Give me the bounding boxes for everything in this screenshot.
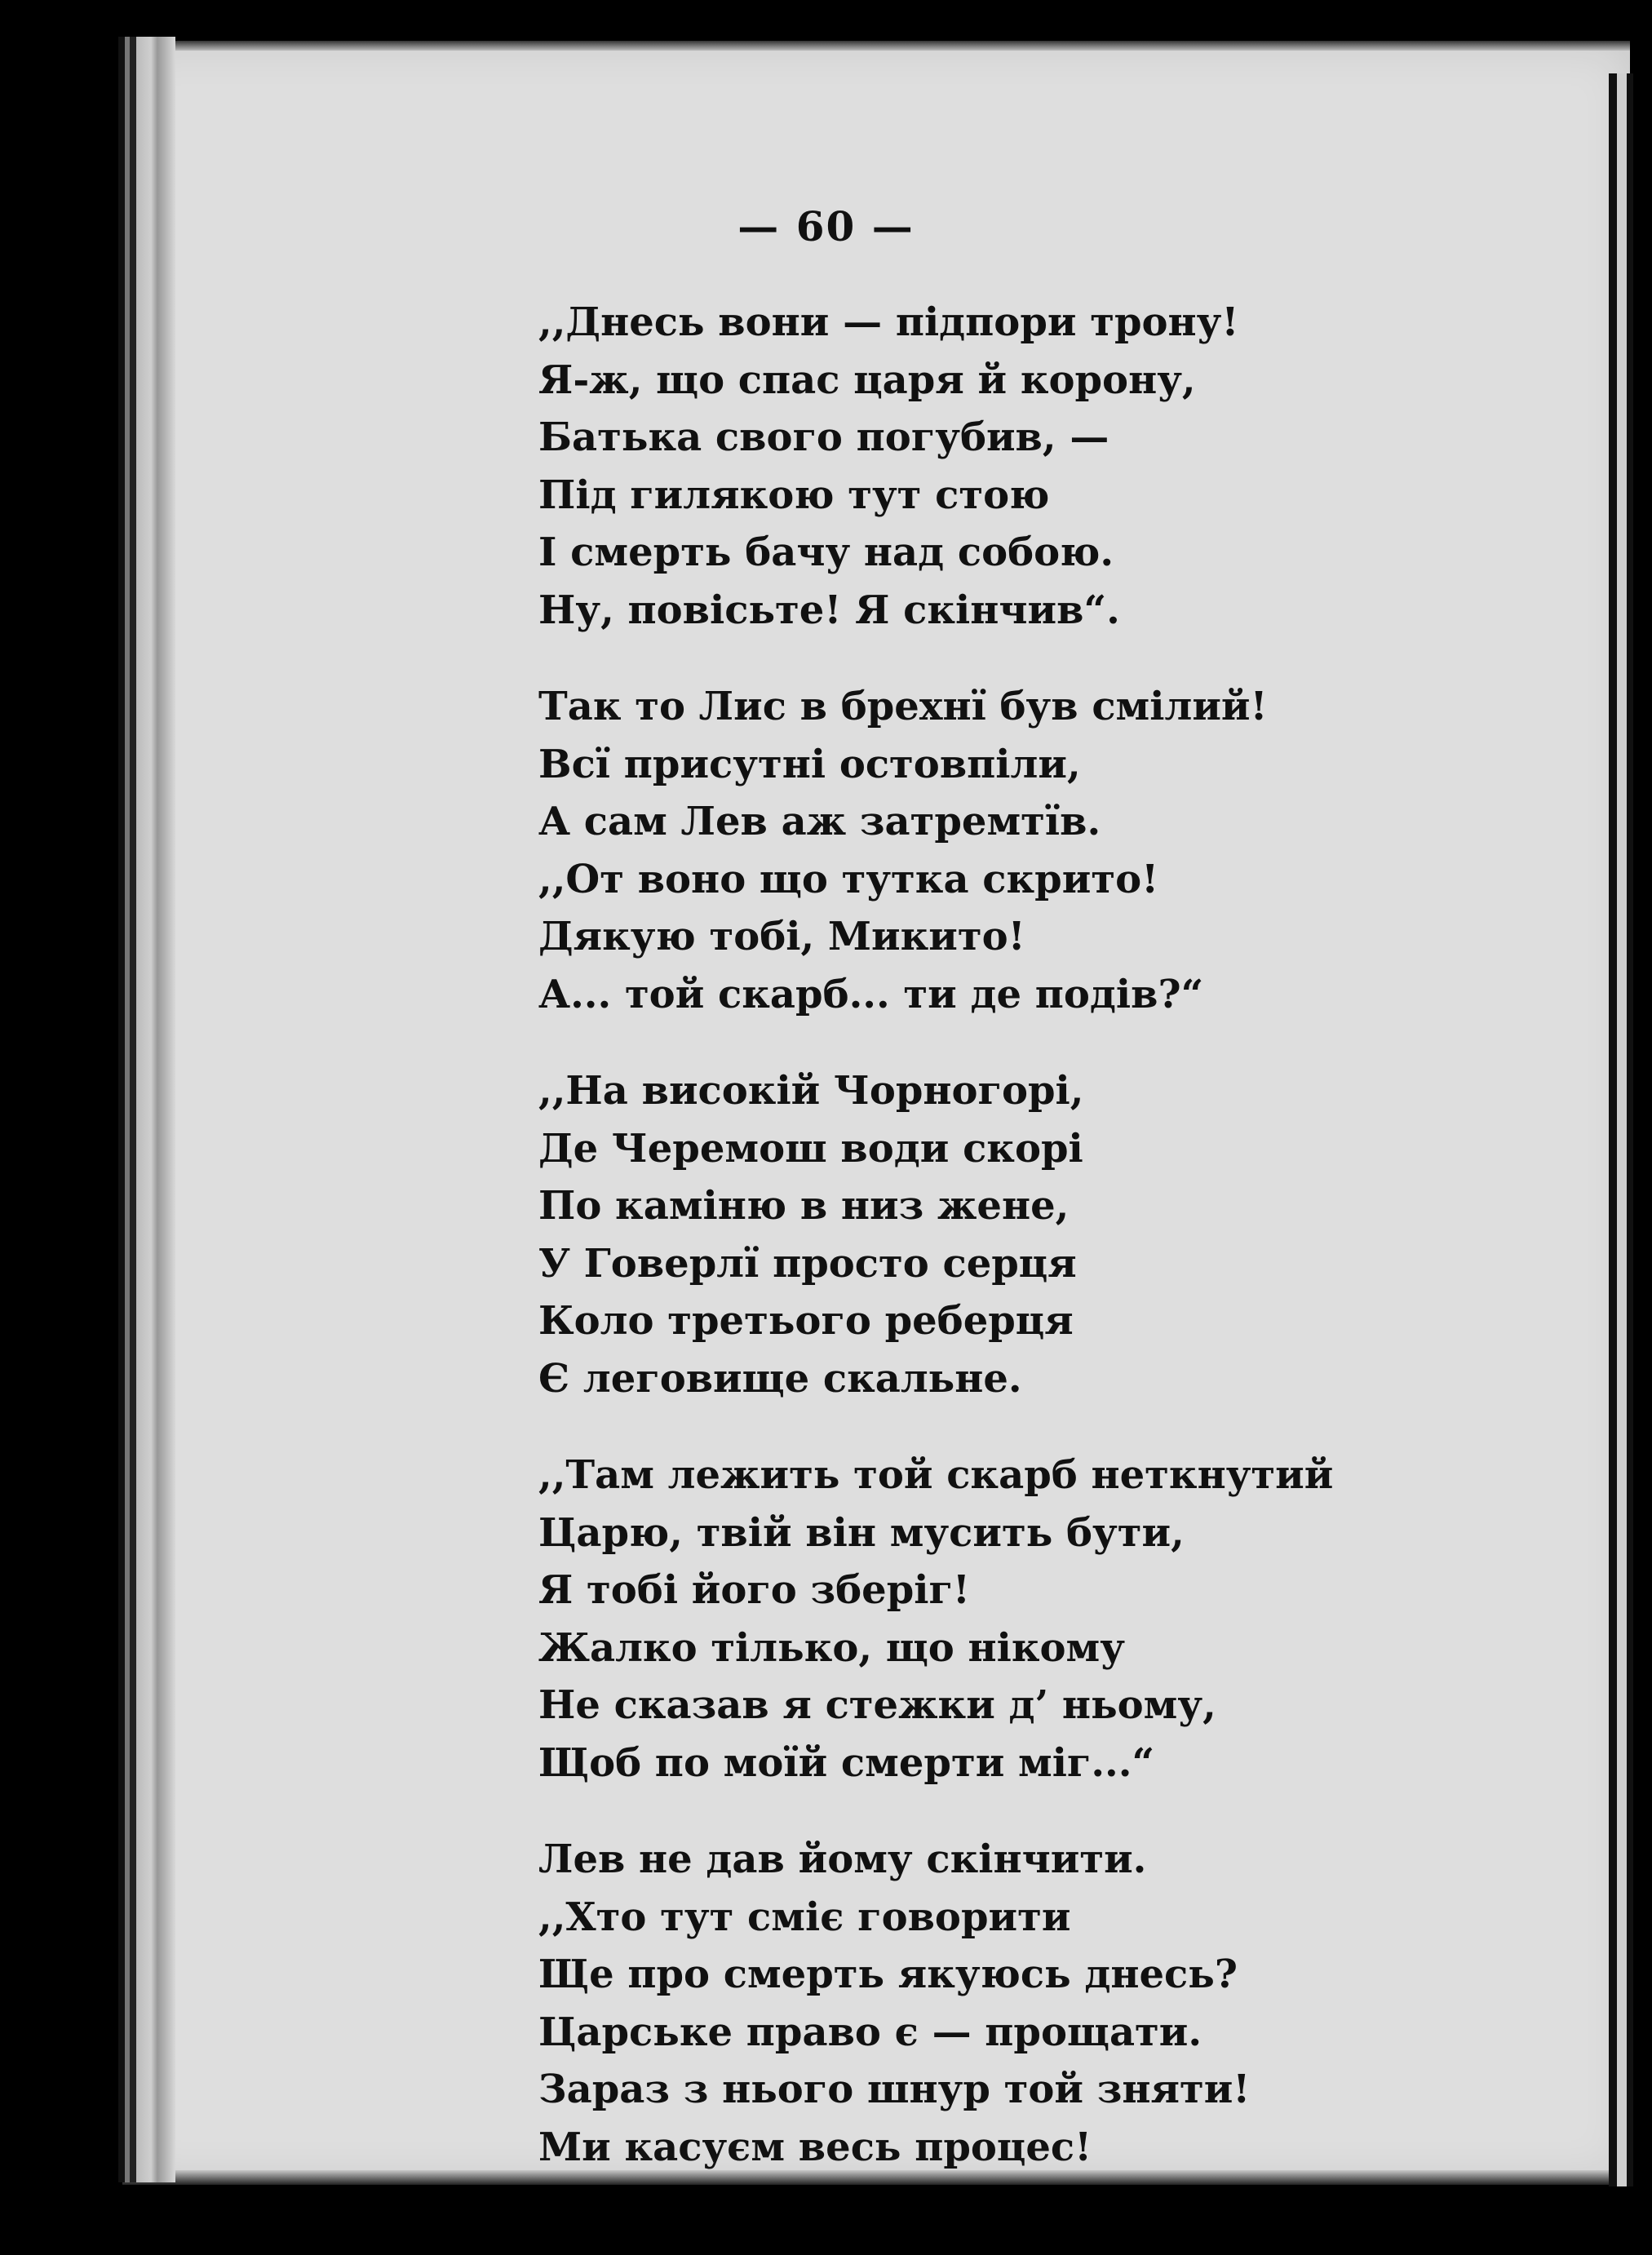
poem-line: Ми касуєм весь процес!	[538, 2124, 1092, 2170]
poem-line: І смерть бачу над собою.	[538, 529, 1114, 575]
page-top-edge	[122, 41, 1630, 51]
poem-line: Щоб по моїй смерти міг...“	[538, 1739, 1155, 1786]
page-number: — 60 —	[737, 202, 915, 250]
poem-line: ,,На високій Чорногорі,	[538, 1068, 1084, 1114]
poem-line: ,,Днесь вони — підпори трону!	[538, 299, 1239, 345]
poem-line: Зараз з нього шнур той зняти!	[538, 2067, 1251, 2112]
poem-line: Царське право є — прощати.	[538, 2009, 1202, 2055]
poem-line: ,,Хто тут сміє говорити	[538, 1894, 1071, 1940]
poem-line: Я тобі його зберіг!	[538, 1567, 970, 1613]
poem-line: Де Черемош води скорі	[538, 1125, 1083, 1172]
poem-line: Жалко тілько, що нікому	[538, 1624, 1125, 1671]
poem-body	[538, 294, 1354, 2215]
poem-line: Я-ж, що спас царя й корону,	[538, 357, 1196, 403]
stanza-2	[538, 678, 1354, 1023]
adjacent-page-edge	[1609, 73, 1633, 2186]
poem-line: Під гилякою тут стою	[538, 472, 1050, 518]
poem-line: Ну, повісьте! Я скінчив“.	[538, 587, 1120, 633]
stanza-1	[538, 294, 1354, 639]
poem-line: Батька свого погубив, —	[538, 414, 1109, 460]
poem-line: Всї присутні остовпіли,	[538, 741, 1081, 787]
stanza-4	[538, 1446, 1354, 1792]
poem-line: Не сказав я стежки д’ ньому,	[538, 1682, 1216, 1728]
poem-line: А сам Лев аж затремтїв.	[538, 799, 1101, 844]
binding-gutter	[118, 37, 175, 2182]
poem-line: ,,Там лежить той скарб неткнутий	[538, 1452, 1334, 1498]
stanza-3	[538, 1062, 1354, 1407]
poem-line: Коло третього реберця	[538, 1298, 1074, 1344]
poem-line: Ще про смерть якуюсь днесь?	[538, 1952, 1238, 1997]
stanza-5	[538, 1831, 1354, 2176]
poem-line: Так то Лис в брехнї був смілий!	[538, 684, 1268, 729]
poem-line: По каміню в низ жене,	[538, 1183, 1070, 1229]
poem-line: А... той скарб... ти де подів?“	[538, 971, 1204, 1017]
poem-line: У Говерлї просто серця	[538, 1240, 1077, 1287]
poem-line: ,,От воно що тутка скрито!	[538, 856, 1159, 902]
poem-line: Царю, твій він мусить бути,	[538, 1509, 1185, 1556]
poem-line: Є леговище скальне.	[538, 1355, 1022, 1402]
poem-line: Лев не дав йому скінчити.	[538, 1836, 1147, 1882]
poem-line: Дякую тобі, Микито!	[538, 914, 1025, 959]
